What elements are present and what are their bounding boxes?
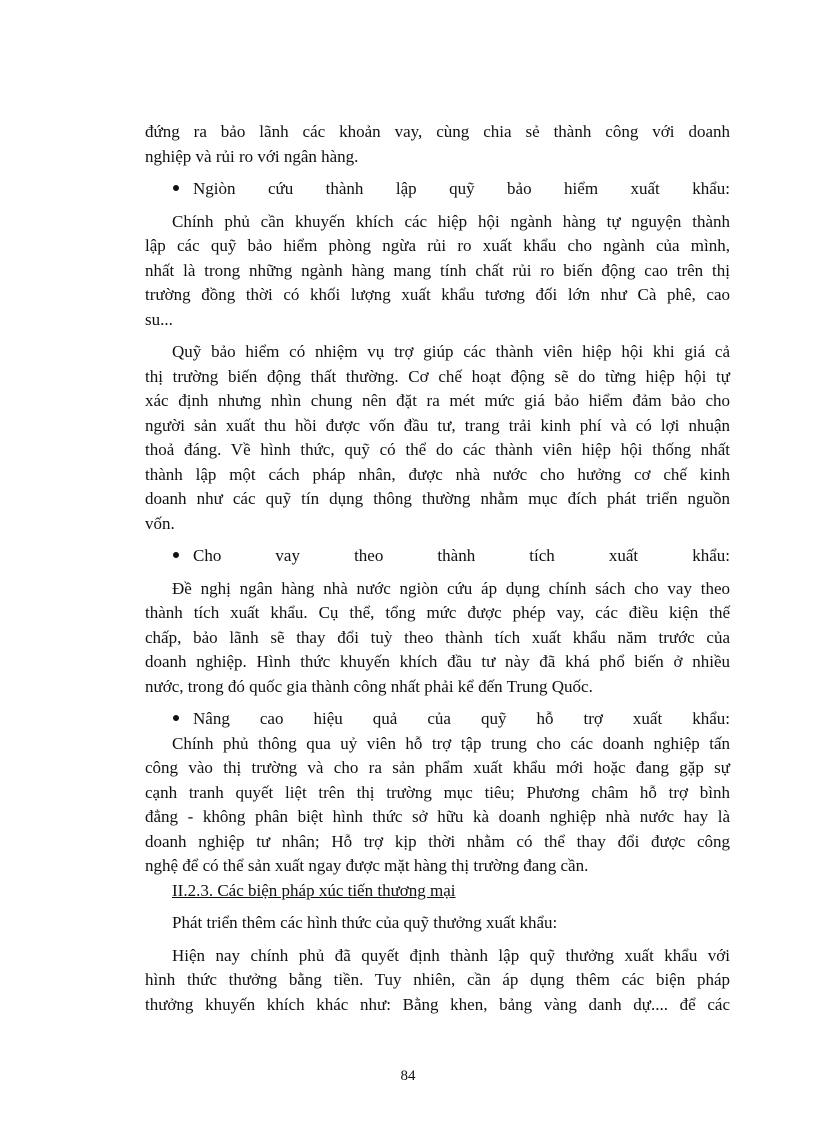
text-line: chấp, bảo lãnh sẽ thay đổi tuỳ theo thành tích xuất khẩu năm trước của [145,627,730,647]
text-line: nước, trong đó quốc gia thành công nhất phải kể đến Trung Quốc. [145,676,593,696]
text-line: doanh nghiệp. Hình thức khuyến khích đầu tư này đã khá phổ biến ở nhiều [145,652,730,671]
text-line: Đề nghị ngân hàng nhà nước ngiòn cứu áp dụng chính sách cho vay theo [172,578,730,598]
text-line: hình thức thưởng bằng tiền. Tuy nhiên, cần áp dụng thêm các biện pháp [145,970,730,989]
text-line: trường đồng thời có khối lượng xuất khẩu tương đối lớn như Cà phê, cao [145,285,730,304]
paragraph [145,577,730,700]
text-line: Chính phủ thông qua uỷ viên hỗ trợ tập trung cho các doanh nghiệp tấn [172,733,730,753]
text-line: thị trường biến động thất thường. Cơ chế hoạt động sẽ do từng hiệp hội tự [145,366,730,386]
text-line: đứng ra bảo lãnh các khoản vay, cùng chia sẻ thành công với doanh [145,122,730,141]
text-line: doanh như các quỹ tín dụng thông thường nhằm mục đích phát triển nguồn [145,489,730,508]
text-line: người sản xuất thu hồi được vốn đầu tư, trang trải kinh phí và có lợi nhuận [145,415,730,435]
paragraph [145,210,730,333]
page-number: 84 [400,1068,416,1084]
text-line: nghệ để có thể sản xuất ngay được mặt hàng thị trường đang cần. [145,856,589,875]
paragraph [145,120,730,169]
bullet-text: Cho vay theo thành tích xuất khẩu: [193,546,730,565]
bullet-item [145,707,730,732]
text-line: Phát triển thêm các hình thức của quỹ thưởng xuất khẩu: [172,913,558,932]
text-line: Quỹ bảo hiểm có nhiệm vụ trợ giúp các thành viên hiệp hội khi giá cả [172,342,730,361]
text-line: thành lập một cách pháp nhân, được nhà nước cho hưởng cơ chế kinh [145,464,730,484]
paragraph [145,911,730,936]
paragraph [145,944,730,1018]
text-line: thành tích xuất khẩu. Cụ thể, tổng mức được phép vay, các điều kiện thế [145,603,730,622]
text-line: xác định nhưng nhìn chung nên đặt ra mét mức giá bảo hiểm đảm bảo cho [145,391,730,410]
page-body [145,120,730,1017]
bullet-icon [173,185,179,191]
paragraph [145,732,730,879]
bullet-text: Ngiòn cứu thành lập quỹ bảo hiểm xuất khẩu: [193,179,730,198]
text-line: thưởng khuyến khích khác như: Bằng khen, bảng vàng danh dự.... để các [145,994,730,1014]
text-line: Chính phủ cần khuyến khích các hiệp hội ngành hàng tự nguyện thành [172,211,730,231]
text-line: nghiệp và rủi ro với ngân hàng. [145,146,359,166]
bullet-text: Nâng cao hiệu quả của quỹ hỗ trợ xuất khẩu: [193,709,730,728]
text-line: nhất là trong những ngành hàng mang tính chất rủi ro biến động cao trên thị [145,260,730,280]
text-line: công vào thị trường và cho ra sản phẩm xuất khẩu mới hoặc đang gặp sự [145,758,730,777]
text-line: Hiện nay chính phủ đã quyết định thành lập quỹ thưởng xuất khẩu với [172,945,730,965]
bullet-icon [173,552,179,558]
text-line: vốn. [145,513,175,533]
text-line: đẳng - không phân biệt hình thức sở hữu kà doanh nghiệp nhà nước hay là [145,807,730,826]
text-line: lập các quỹ bảo hiểm phòng ngừa rủi ro xuất khẩu cho ngành của mình, [145,236,730,255]
text-line: su... [145,309,173,329]
text-line: thoả đáng. Về hình thức, quỹ có thể do các thành viên hiệp hội thống nhất [145,440,730,459]
bullet-item [145,544,730,569]
section-heading: II.2.3. Các biện pháp xúc tiến thương mại [172,880,456,900]
text-line: cạnh tranh quyết liệt trên thị trường mục tiêu; Phương châm hỗ trợ bình [145,782,730,802]
bullet-item [145,177,730,202]
paragraph [145,340,730,536]
text-line: doanh nghiệp tư nhân; Hỗ trợ kịp thời nhằm có thể thay đổi được công [145,831,730,851]
bullet-icon [173,715,179,721]
